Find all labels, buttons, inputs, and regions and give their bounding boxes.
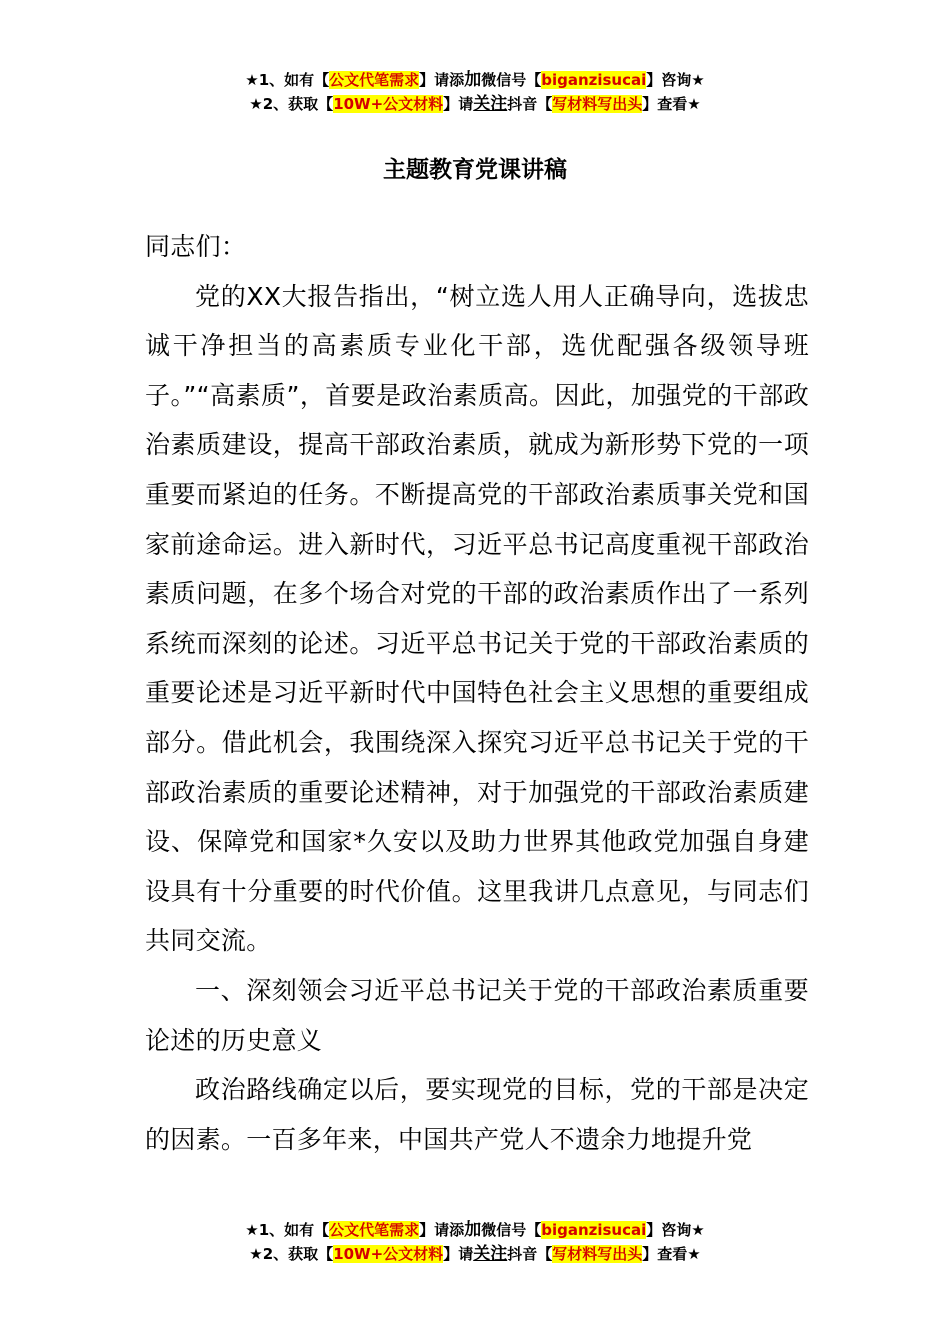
banner-highlight-wechat: biganzisucai <box>541 1221 647 1239</box>
star-icon: ★ <box>687 1245 701 1263</box>
star-icon: ★ <box>249 1245 263 1263</box>
banner-text: 抖音【 <box>507 1245 553 1263</box>
banner-text: 】请 <box>443 95 474 113</box>
salutation: 同志们： <box>145 232 247 261</box>
banner-text: 】咨询 <box>646 71 692 89</box>
star-icon: ★ <box>245 1221 259 1239</box>
document-body <box>145 222 809 1164</box>
banner-highlight-wechat: biganzisucai <box>541 71 647 89</box>
banner-text: 关注 <box>473 1244 508 1264</box>
paragraph: 政治路线确定以后，要实现党的目标，党的干部是决定的因素。一百多年来，中国共产党人不遗余力地提升党 <box>145 1075 809 1154</box>
banner-text: 微信号【 <box>481 1221 542 1239</box>
star-icon: ★ <box>691 71 705 89</box>
banner-text: 1、如有【 <box>258 71 330 89</box>
banner-highlight-service: 公文代笔需求 <box>329 1221 420 1239</box>
star-icon: ★ <box>687 95 701 113</box>
banner-text: 】查看 <box>642 95 688 113</box>
banner-highlight-service: 公文代笔需求 <box>329 71 420 89</box>
banner-text: 】请 <box>443 1245 474 1263</box>
banner-text: 】咨询 <box>646 1221 692 1239</box>
banner-text: 】查看 <box>642 1245 688 1263</box>
banner-highlight-douyin: 写材料写出头 <box>552 1245 643 1263</box>
banner-highlight-douyin: 写材料写出头 <box>552 95 643 113</box>
banner-text: 】请添 <box>419 71 465 89</box>
banner-line-2 <box>0 1242 950 1266</box>
document-title: 主题教育党课讲稿 <box>383 157 567 183</box>
banner-line-1 <box>0 1218 950 1242</box>
banner-text: 】请添 <box>419 1221 465 1239</box>
banner-text: 2、获取【 <box>262 95 334 113</box>
header-banner <box>0 68 950 116</box>
banner-text: 加 <box>464 1220 482 1240</box>
paragraph: 党的XX大报告指出，“树立选人用人正确导向，选拔忠诚干净担当的高素质专业化干部，选优配强各级领导班子。”“高素质”，首要是政治素质高。因此，加强党的干部政治素质建设，提高干部政治素质，就成为新形势下党的一项重要而紧迫的任务。不断提高党的干部政治素质事关党和国家前途命运。进入新时代，习近平总书记高度重视干部政治素质问题，在多个场合对党的干部的政治素质作出了一系列系统而深刻的论述。习近平总书记关于党的干部政治素质的重要论述是习近平新时代中国特色社会主义思想的重要组成部分。借此机会，我围绕深入探究习近平总书记关于党的干部政治素质的重要论述精神，对于加强党的干部政治素质建设、保障党和国家*久安以及助力世界其他政党加强自身建设具有十分重要的时代价值。这里我讲几点意见，与同志们共同交流。 <box>145 281 809 956</box>
banner-highlight-materials: 10W+公文材料 <box>333 1245 444 1263</box>
star-icon: ★ <box>691 1221 705 1239</box>
banner-text: 微信号【 <box>481 71 542 89</box>
star-icon: ★ <box>245 71 259 89</box>
star-icon: ★ <box>249 95 263 113</box>
banner-line-2 <box>0 92 950 116</box>
banner-text: 关注 <box>473 94 508 114</box>
banner-text: 加 <box>464 70 482 90</box>
banner-text: 2、获取【 <box>262 1245 334 1263</box>
banner-line-1 <box>0 68 950 92</box>
banner-highlight-materials: 10W+公文材料 <box>333 95 444 113</box>
section-heading: 一、深刻领会习近平总书记关于党的干部政治素质重要论述的历史意义 <box>145 975 809 1055</box>
banner-text: 抖音【 <box>507 95 553 113</box>
banner-text: 1、如有【 <box>258 1221 330 1239</box>
footer-banner <box>0 1218 950 1266</box>
